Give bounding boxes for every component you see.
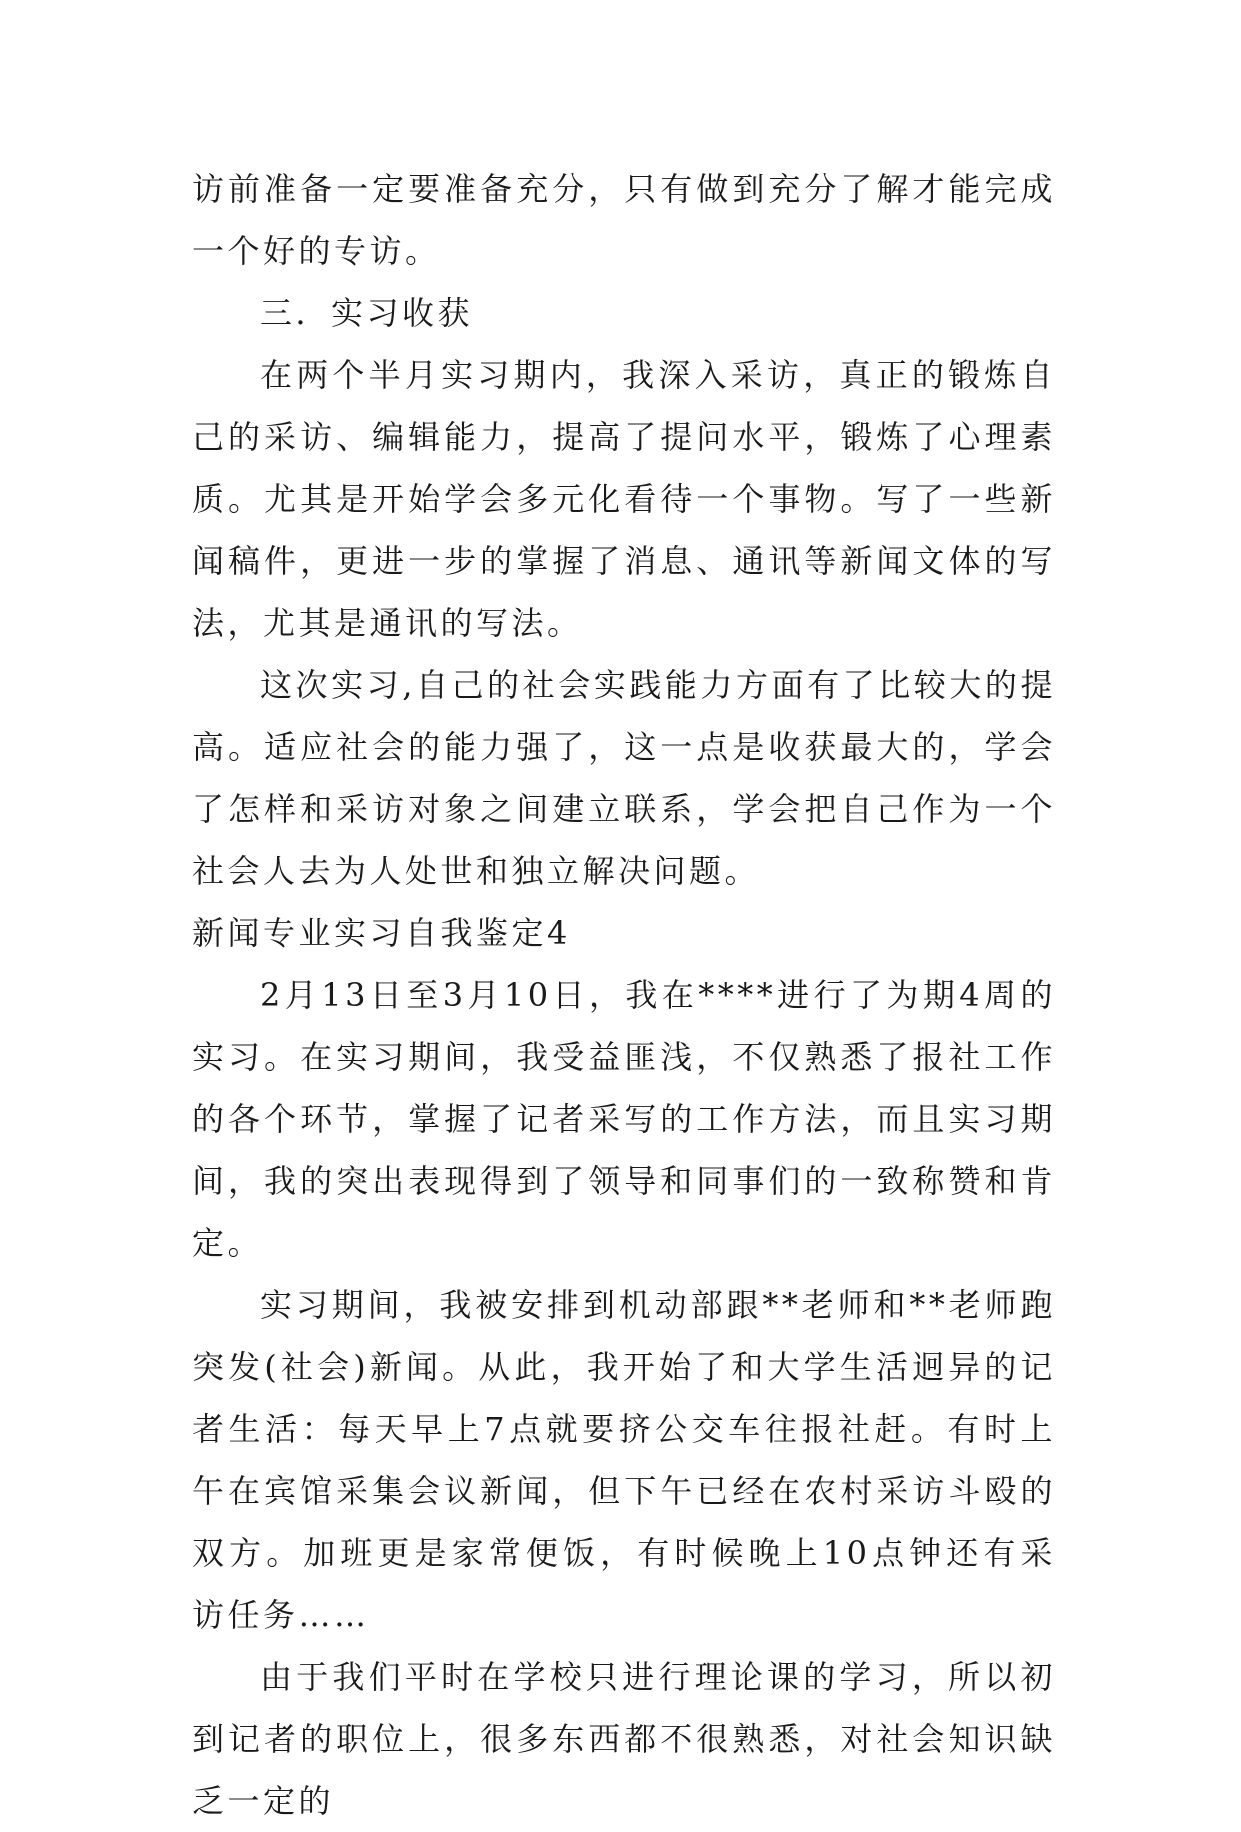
paragraph-intro: 2月13日至3月10日，我在****进行了为期4周的实习。在实习期间，我受益匪浅，不仅熟悉了报社工作的各个环节，掌握了记者采写的工作方法，而且实习期间，我的突出表现得到了领导和同事们的一致称赞和肯定。 (192, 976, 1056, 1262)
paragraph-continuation: 访前准备一定要准备充分，只有做到充分了解才能完成一个好的专访。 (192, 170, 1056, 270)
paragraph-assignment: 实习期间，我被安排到机动部跟**老师和**老师跑突发(社会)新闻。从此，我开始了和大学生活迥异的记者生活：每天早上7点就要挤公交车往报社赶。有时上午在宾馆采集会议新闻，但下午已经在农村采访斗殴的双方。加班更是家常便饭，有时候晚上10点钟还有采访任务…… (192, 1286, 1056, 1634)
article-title-self-evaluation-4: 新闻专业实习自我鉴定4 (192, 914, 571, 952)
document-body (192, 158, 1056, 1832)
section-heading-internship-gains: 三．实习收获 (260, 294, 474, 332)
paragraph-learning: 由于我们平时在学校只进行理论课的学习，所以初到记者的职位上，很多东西都不很熟悉，对社会知识缺乏一定的 (192, 1658, 1056, 1820)
paragraph-gains-1: 在两个半月实习期内，我深入采访，真正的锻炼自己的采访、编辑能力，提高了提问水平，锻炼了心理素质。尤其是开始学会多元化看待一个事物。写了一些新闻稿件，更进一步的掌握了消息、通讯等新闻文体的写法，尤其是通讯的写法。 (192, 356, 1056, 642)
paragraph-gains-2: 这次实习,自己的社会实践能力方面有了比较大的提高。适应社会的能力强了，这一点是收获最大的，学会了怎样和采访对象之间建立联系，学会把自己作为一个社会人去为人处世和独立解决问题。 (192, 666, 1056, 890)
